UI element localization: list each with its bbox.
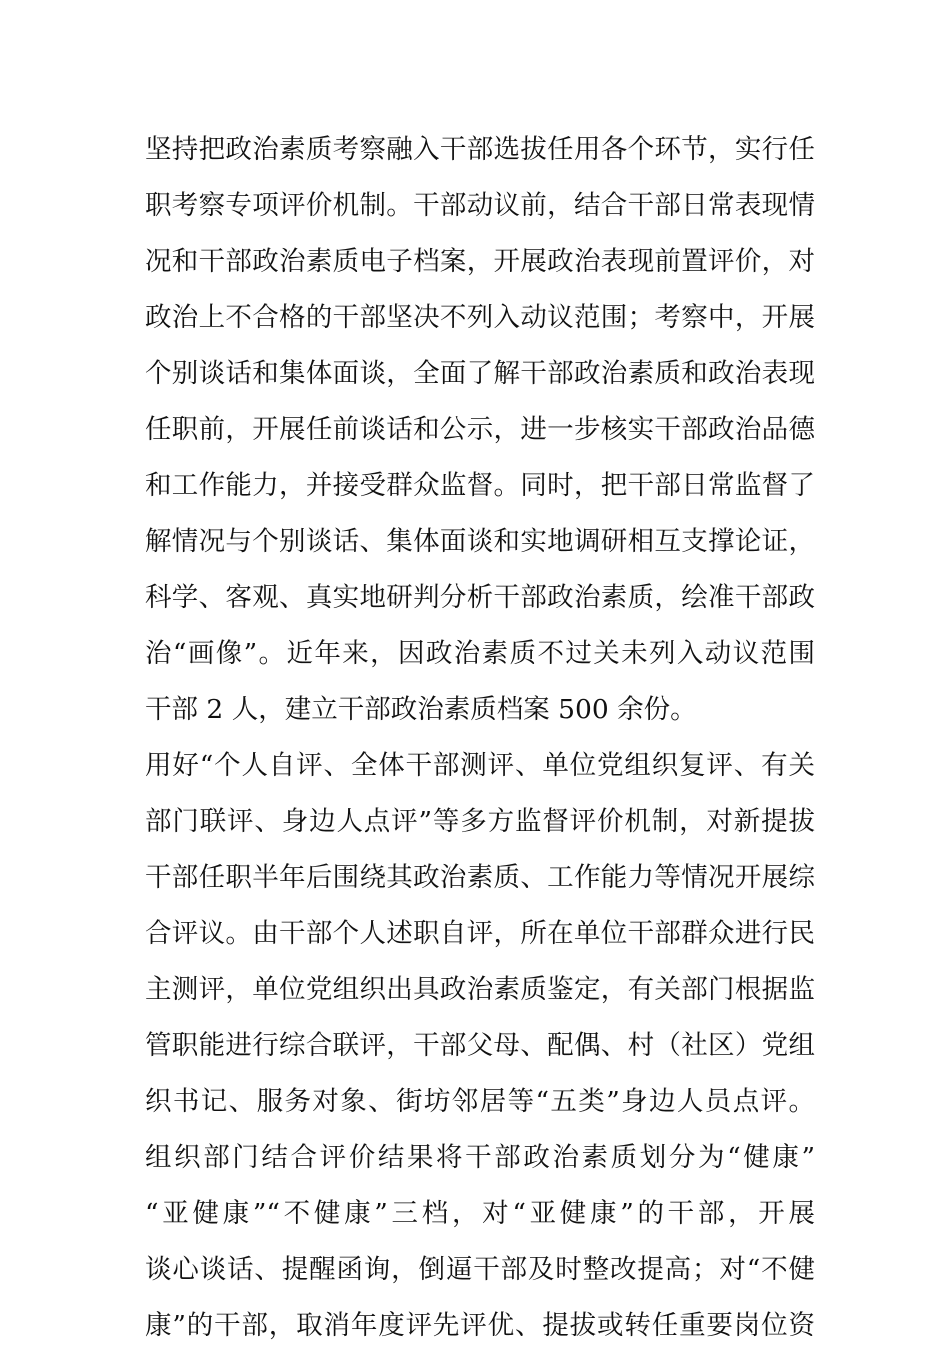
text-line: 主测评，单位党组织出具政治素质鉴定，有关部门根据监 — [145, 974, 815, 1005]
text-line: 谈心谈话、提醒函询，倒逼干部及时整改提高；对“不健 — [145, 1254, 815, 1285]
text-line: 组织部门结合评价结果将干部政治素质划分为“健康” — [145, 1142, 815, 1173]
text-line: 个别谈话和集体面谈，全面了解干部政治素质和政治表现 — [145, 358, 815, 389]
text-line: 况和干部政治素质电子档案，开展政治表现前置评价，对 — [145, 246, 815, 277]
text-line: 治“画像”。近年来，因政治素质不过关未列入动议范围 — [145, 638, 815, 669]
text-line: 康”的干部，取消年度评先评优、提拔或转任重要岗位资 — [145, 1310, 815, 1341]
body-text — [145, 122, 815, 1354]
text-line: 合评议。由干部个人述职自评，所在单位干部群众进行民 — [145, 918, 815, 949]
text-line: 干部任职半年后围绕其政治素质、工作能力等情况开展综 — [145, 862, 815, 893]
text-line: 部门联评、身边人点评”等多方监督评价机制，对新提拔 — [145, 806, 815, 837]
text-line: 织书记、服务对象、街坊邻居等“五类”身边人员点评。 — [145, 1086, 815, 1117]
text-line: “亚健康”“不健康”三档，对“亚健康”的干部，开展 — [145, 1198, 815, 1229]
text-line: 解情况与个别谈话、集体面谈和实地调研相互支撑论证， — [145, 526, 815, 557]
text-line: 干部 2 人，建立干部政治素质档案 500 余份。 — [145, 694, 697, 725]
text-line: 职考察专项评价机制。干部动议前，结合干部日常表现情 — [145, 190, 815, 221]
text-line: 任职前，开展任前谈话和公示，进一步核实干部政治品德 — [145, 414, 815, 445]
text-line: 用好“个人自评、全体干部测评、单位党组织复评、有关 — [145, 750, 815, 781]
text-line: 管职能进行综合联评，干部父母、配偶、村（社区）党组 — [145, 1030, 815, 1061]
text-line: 和工作能力，并接受群众监督。同时，把干部日常监督了 — [145, 470, 815, 501]
text-line: 坚持把政治素质考察融入干部选拔任用各个环节，实行任 — [145, 134, 815, 165]
text-line: 科学、客观、真实地研判分析干部政治素质，绘准干部政 — [145, 582, 815, 613]
text-line: 政治上不合格的干部坚决不列入动议范围；考察中，开展 — [145, 302, 815, 333]
